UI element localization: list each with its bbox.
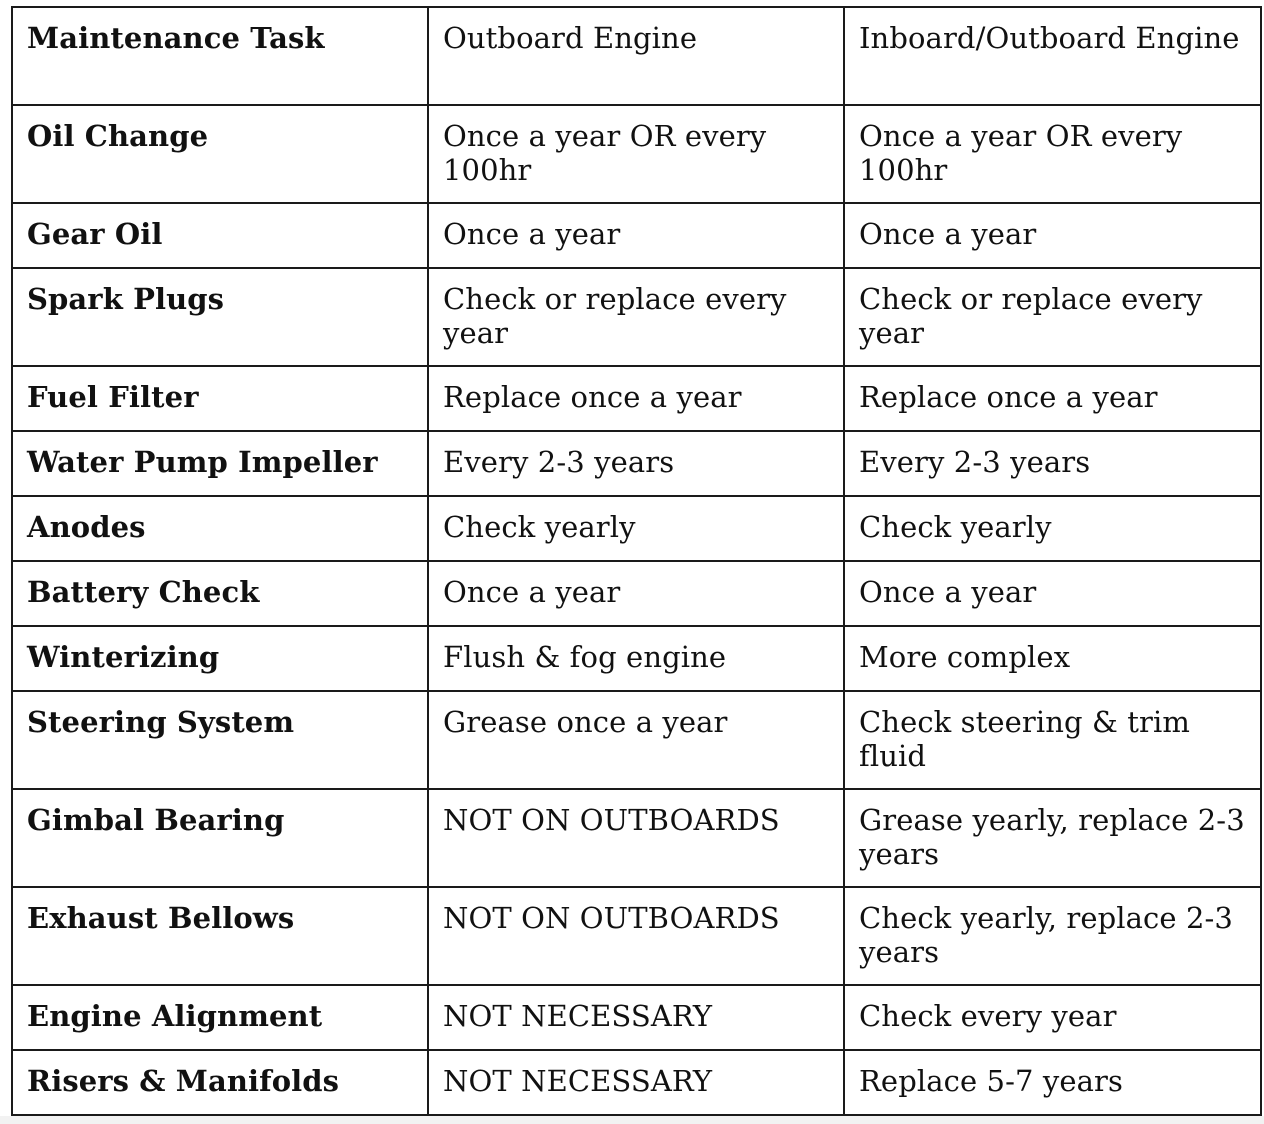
table-row <box>12 789 1261 887</box>
outboard-cell: Once a year OR every 100hr <box>428 105 844 203</box>
header-inboard-outboard-engine: Inboard/Outboard Engine <box>844 7 1261 105</box>
table-row <box>12 1050 1261 1115</box>
task-cell: Spark Plugs <box>12 268 428 366</box>
table-row <box>12 626 1261 691</box>
table-row <box>12 431 1261 496</box>
task-cell: Exhaust Bellows <box>12 887 428 985</box>
table-row <box>12 366 1261 431</box>
task-cell: Anodes <box>12 496 428 561</box>
maintenance-table <box>11 6 1262 1116</box>
bottom-edge-strip <box>0 1116 1264 1124</box>
outboard-cell: NOT ON OUTBOARDS <box>428 887 844 985</box>
task-cell: Gear Oil <box>12 203 428 268</box>
header-maintenance-task: Maintenance Task <box>12 7 428 105</box>
task-cell: Steering System <box>12 691 428 789</box>
inboard-cell: Check yearly, replace 2-3 years <box>844 887 1261 985</box>
task-cell: Winterizing <box>12 626 428 691</box>
inboard-cell: Check every year <box>844 985 1261 1050</box>
outboard-cell: Once a year <box>428 203 844 268</box>
inboard-cell: Once a year OR every 100hr <box>844 105 1261 203</box>
inboard-cell: Replace once a year <box>844 366 1261 431</box>
inboard-cell: Check steering & trim fluid <box>844 691 1261 789</box>
outboard-cell: Once a year <box>428 561 844 626</box>
inboard-cell: More complex <box>844 626 1261 691</box>
table-row <box>12 887 1261 985</box>
inboard-cell: Grease yearly, replace 2-3 years <box>844 789 1261 887</box>
outboard-cell: Replace once a year <box>428 366 844 431</box>
inboard-cell: Check yearly <box>844 496 1261 561</box>
outboard-cell: NOT NECESSARY <box>428 985 844 1050</box>
table-row <box>12 561 1261 626</box>
task-cell: Oil Change <box>12 105 428 203</box>
inboard-cell: Every 2-3 years <box>844 431 1261 496</box>
outboard-cell: Grease once a year <box>428 691 844 789</box>
inboard-cell: Replace 5-7 years <box>844 1050 1261 1115</box>
header-outboard-engine: Outboard Engine <box>428 7 844 105</box>
task-cell: Battery Check <box>12 561 428 626</box>
table-row <box>12 496 1261 561</box>
task-cell: Engine Alignment <box>12 985 428 1050</box>
table-row <box>12 985 1261 1050</box>
task-cell: Risers & Manifolds <box>12 1050 428 1115</box>
outboard-cell: Check yearly <box>428 496 844 561</box>
task-cell: Fuel Filter <box>12 366 428 431</box>
table-row <box>12 105 1261 203</box>
outboard-cell: Flush & fog engine <box>428 626 844 691</box>
inboard-cell: Check or replace every year <box>844 268 1261 366</box>
inboard-cell: Once a year <box>844 561 1261 626</box>
table-row <box>12 268 1261 366</box>
outboard-cell: Every 2-3 years <box>428 431 844 496</box>
inboard-cell: Once a year <box>844 203 1261 268</box>
task-cell: Gimbal Bearing <box>12 789 428 887</box>
table-row <box>12 691 1261 789</box>
outboard-cell: Check or replace every year <box>428 268 844 366</box>
outboard-cell: NOT ON OUTBOARDS <box>428 789 844 887</box>
table-header-row <box>12 7 1261 105</box>
outboard-cell: NOT NECESSARY <box>428 1050 844 1115</box>
task-cell: Water Pump Impeller <box>12 431 428 496</box>
table-row <box>12 203 1261 268</box>
